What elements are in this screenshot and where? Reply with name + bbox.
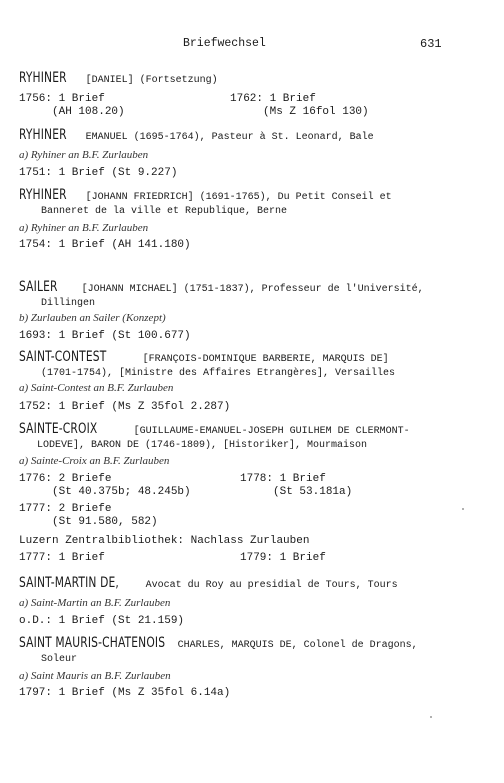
entry-saint-contest — [19, 350, 489, 381]
holding-left: 1756: 1 Brief — [19, 93, 105, 105]
entry-heading: [FRANÇOIS-DOMINIQUE BARBERIE, MARQUIS DE] — [142, 354, 389, 365]
entry-saint-martin — [19, 576, 489, 593]
entry-sailer — [19, 280, 489, 311]
scan-speck — [462, 508, 464, 510]
correspondence-direction: a) Saint-Martin an B.F. Zurlauben — [19, 597, 171, 609]
holding-right: 1762: 1 Brief — [230, 93, 316, 105]
running-head: Briefwechsel — [183, 37, 266, 50]
holding-right-ref: (Ms Z 16fol 130) — [230, 106, 369, 118]
entry-ryhiner-johann-friedrich — [19, 188, 489, 219]
holding-left-ref: (St 91.580, 582) — [19, 516, 158, 528]
entry-name: SAINTE-CROIX — [19, 421, 98, 437]
holding-right-ref: (St 53.181a) — [240, 486, 353, 498]
entry-heading: EMANUEL (1695-1764), Pasteur à St. Leonard, Bale — [85, 132, 374, 143]
page-number: 631 — [420, 37, 442, 51]
holding-left: 1777: 2 Briefe — [19, 503, 112, 515]
entry-heading: CHARLES, MARQUIS DE, Colonel de Dragons, — [177, 640, 418, 651]
holding-left: 1776: 2 Briefe — [19, 473, 112, 485]
correspondence-direction: a) Ryhiner an B.F. Zurlauben — [19, 149, 149, 161]
entry-heading: Avocat du Roy au presidial de Tours, Tours — [145, 580, 398, 591]
entry-heading: [GUILLAUME-EMANUEL-JOSEPH GUILHEM DE CLERMONT- — [133, 426, 410, 437]
holding-line: 1797: 1 Brief (Ms Z 35fol 6.14a) — [19, 687, 231, 699]
holding-right: 1778: 1 Brief — [240, 473, 326, 485]
entry-name: RYHINER — [19, 70, 67, 86]
entry-name: RYHINER — [19, 127, 67, 143]
scan-speck — [430, 716, 432, 718]
entry-name: RYHINER — [19, 187, 67, 203]
holding-right: 1779: 1 Brief — [240, 552, 326, 564]
entry-heading-cont: LODEVE], BARON DE (1746-1809), [Historiker], Mourmaison — [37, 440, 368, 451]
holding-line: 1752: 1 Brief (Ms Z 35fol 2.287) — [19, 401, 231, 413]
entry-heading-cont: Banneret de la ville et Republique, Berne — [41, 206, 288, 217]
correspondence-direction: a) Sainte-Croix an B.F. Zurlauben — [19, 455, 170, 467]
holding-line: 1751: 1 Brief (St 9.227) — [19, 167, 178, 179]
holding-line: 1693: 1 Brief (St 100.677) — [19, 330, 191, 342]
correspondence-direction: a) Ryhiner an B.F. Zurlauben — [19, 222, 149, 234]
entry-heading-cont: Soleur — [41, 654, 78, 665]
entry-name: SAINT-CONTEST — [19, 349, 107, 365]
archive-note: Luzern Zentralbibliothek: Nachlass Zurlauben — [19, 535, 310, 547]
entry-heading: [JOHANN FRIEDRICH] (1691-1765), Du Petit Conseil et — [85, 192, 392, 203]
entry-ryhiner-emanuel — [19, 128, 489, 145]
entry-heading-cont: (1701-1754), [Ministre des Affaires Etrangères], Versailles — [41, 368, 396, 379]
holding-left-ref: (St 40.375b; 48.245b) — [19, 486, 191, 498]
entry-heading: [DANIEL] (Fortsetzung) — [85, 75, 218, 86]
correspondence-direction: a) Saint Mauris an B.F. Zurlauben — [19, 670, 171, 682]
entry-heading-cont: Dillingen — [41, 298, 96, 309]
correspondence-direction: b) Zurlauben an Sailer (Konzept) — [19, 312, 166, 324]
entry-ryhiner-daniel — [19, 71, 489, 88]
holding-line: o.D.: 1 Brief (St 21.159) — [19, 615, 185, 627]
entry-sainte-croix — [19, 422, 489, 453]
entry-name: SAINT MAURIS-CHATENOIS — [19, 635, 166, 651]
correspondence-direction: a) Saint-Contest an B.F. Zurlauben — [19, 382, 174, 394]
holding-line: 1754: 1 Brief (AH 141.180) — [19, 239, 191, 251]
entry-saint-mauris-chatenois — [19, 636, 489, 667]
holding-left: 1777: 1 Brief — [19, 552, 105, 564]
entry-name: SAINT-MARTIN DE, — [19, 575, 120, 591]
entry-name: SAILER — [19, 279, 58, 295]
holding-left-ref: (AH 108.20) — [19, 106, 125, 118]
entry-heading: [JOHANN MICHAEL] (1751-1837), Professeur de l'Université, — [81, 284, 424, 295]
